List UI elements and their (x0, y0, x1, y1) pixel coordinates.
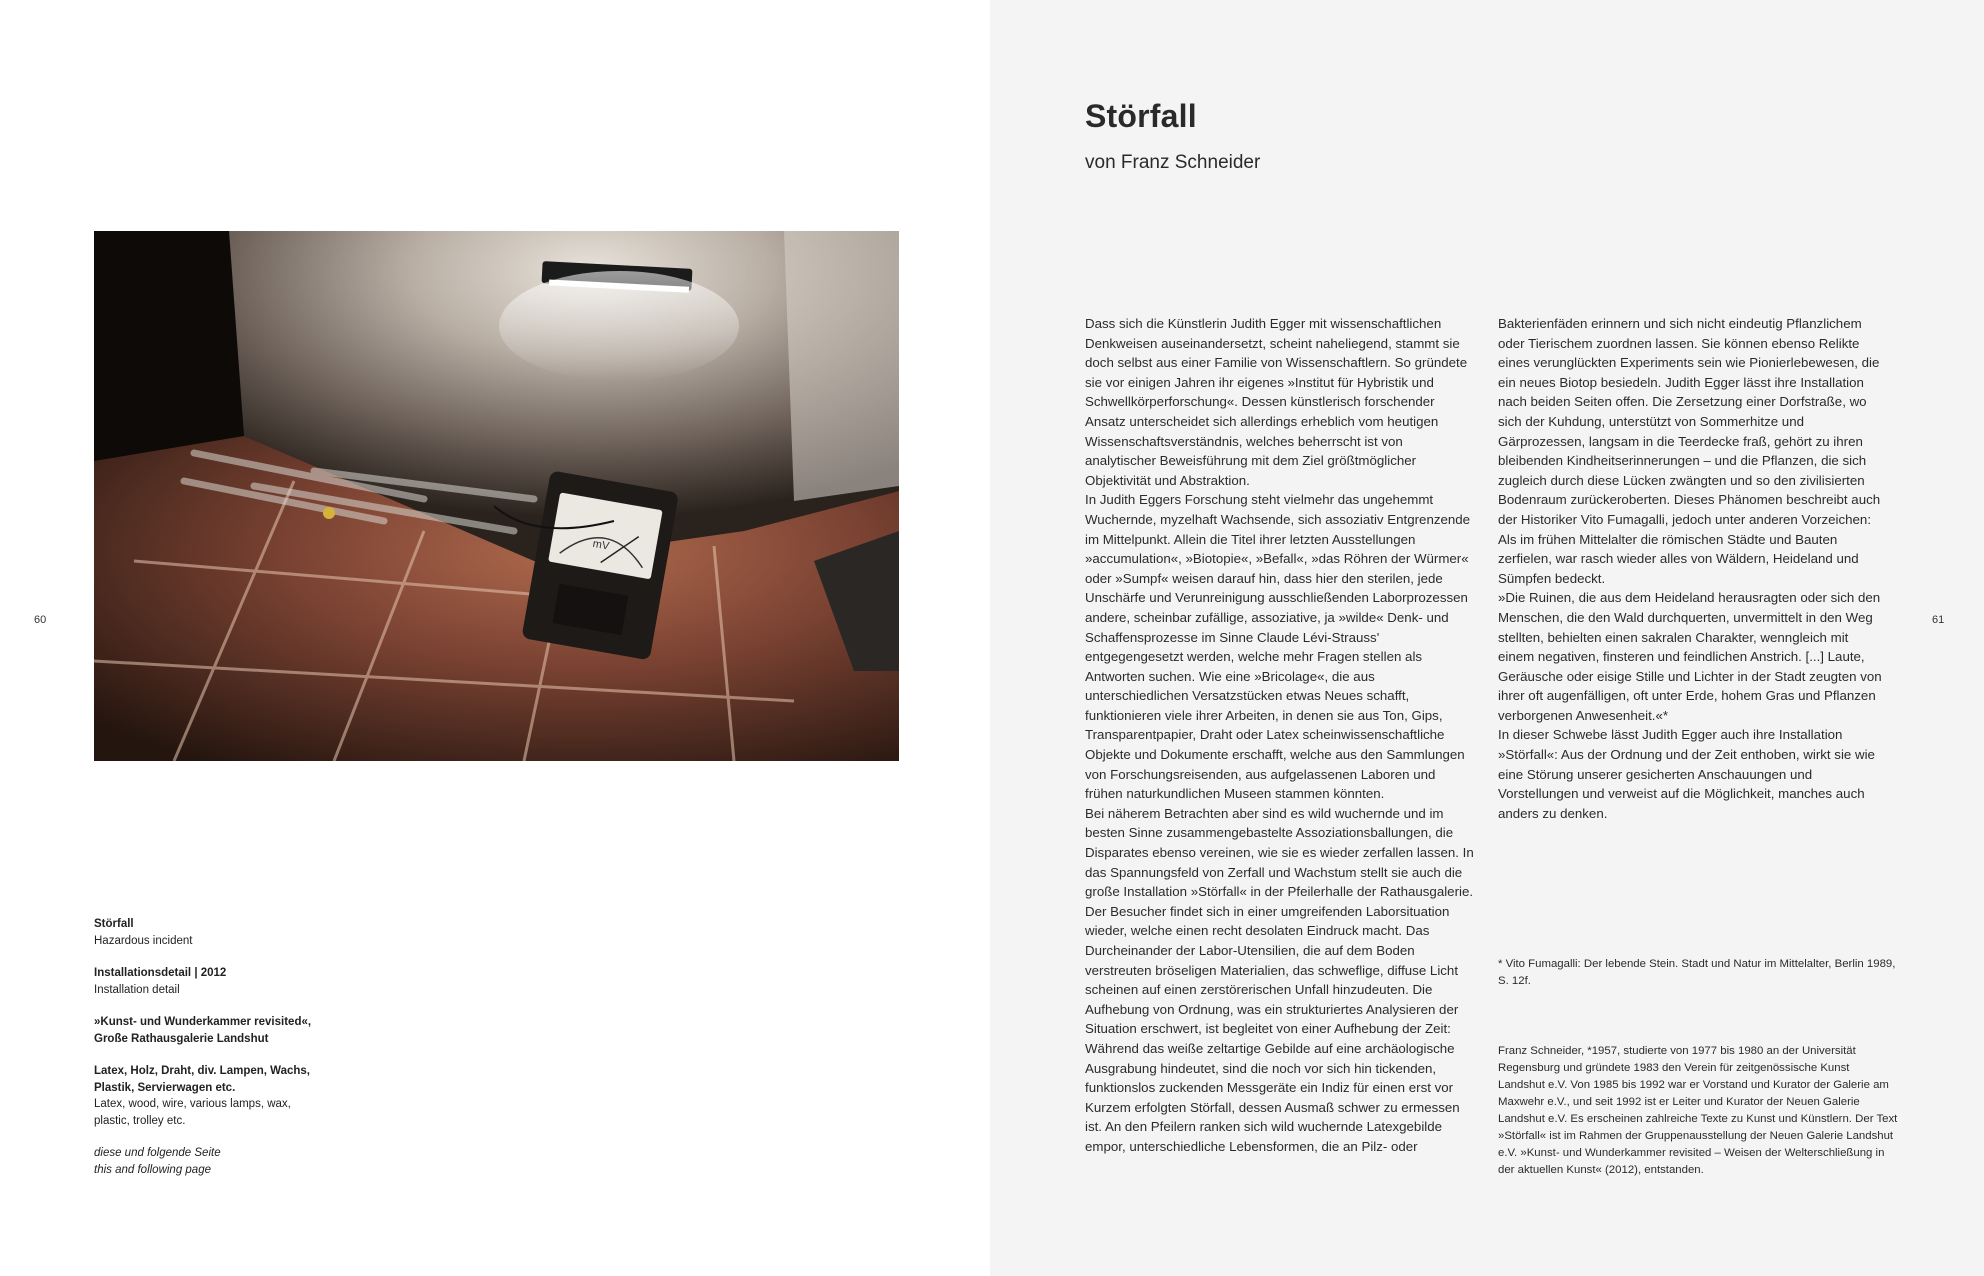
author-bio: Franz Schneider, *1957, studierte von 1977 bis 1980 an der Universität Regensburg und gründete 1983 den Verein für zeitgenössische Kunst Landshut e.V. Von 1985 bis 1992 war er Vorstand und Kurator der Galerie am Maxwehr e.V., und seit 1992 ist er Leiter und Kurator der Neuen Galerie Landshut e.V. Es erscheinen zahlreiche Texte zu Kunst und Künstlern. Der Text »Störfall« ist im Rahmen der Gruppenausstellung der Neuen Galerie Landshut e.V. »Kunst- und Wunderkammer revisited – Weisen der Welterschließung in der aktuellen Kunst« (2012), entstanden. (1498, 1045, 1898, 1176)
paragraph: Dass sich die Künstlerin Judith Egger mit wissenschaftlichen Denkweisen auseinandersetzt, scheint naheliegend, stammt sie doch selbst aus einer Familie von Wissenschaftlern. So gründete sie vor einigen Jahren ihr eigenes »Institut für Hybristik und Schwellkörperforschung«. Dessen künstlerisch forschender Ansatz unterscheidet sich allerdings erheblich vom heutigen Wissenschaftsverständnis, welches beherrscht ist von analytischer Beweisführung mit dem Ziel größtmöglicher Objektivität und Abstraktion. (1085, 316, 1468, 488)
caption-detail-en: Installation detail (94, 983, 180, 996)
caption-title: Störfall (94, 918, 134, 930)
caption-exhibition-1: »Kunst- und Wunderkammer revisited«, (94, 1016, 312, 1028)
installation-photo (94, 231, 899, 761)
svg-text:mV: mV (591, 537, 611, 553)
quote-paragraph: »Die Ruinen, die aus dem Heideland herausragten oder sich den Menschen, die den Wald durchquerten, unvermittelt in den Weg stellten, behielten einen sakralen Charakter, wenngleich mit einem negativen, finsteren und feindlichen Anstrich. [...] Laute, Geräusche oder eisige Stille und Lichter in der Stadt zeugten von ihrer oft augenfälligen, oft unter Erde, hohem Gras und Pflanzen verborgenen Anwesenheit.«* (1498, 590, 1882, 723)
left-page (0, 0, 990, 1276)
photo-scene (94, 231, 899, 761)
paragraph: In Judith Eggers Forschung steht vielmehr das ungehemmt Wuchernde, myzelhaft Wachsende, sich assoziativ Entgrenzende im Mittelpunkt. Allein die Titel ihrer letzten Ausstellungen »accumulation«, »Biotopie«, »Befall«, »das Röhren der Würmer« oder »Sumpf« weisen darauf hin, dass hier den sterilen, jede Unschärfe und Verunreinigung ausschließenden Laborprozessen andere, scheinbar zufällige, assoziative, ja »wilde« Denk- und Schaffensprozesse im Sinne Claude Lévi-Strauss' entgegengesetzt werden, welche mehr Fragen stellen als Antworten suchen. Wie eine »Bricolage«, die aus unterschiedlichen Versatzstücken etwas Neues schafft, funktionieren viele ihrer Arbeiten, in denen sie aus Ton, Gips, Transparentpapier, Draht oder Latex scheinwissenschaftliche Objekte und Dokumente erschafft, welche aus den Sammlungen von Forschungsreisenden, aus aufgelassenen Laboren und frühen naturkundlichen Museen stammen könnten. (1085, 492, 1471, 802)
paragraph: In dieser Schwebe lässt Judith Egger auch ihre Installation »Störfall«: Aus der Ordnung und der Zeit enthoben, wirkt sie wie eine Störung unserer gesicherten Anschauungen und Vorstellungen und verweist auf die Möglichkeit, manches auch anders zu denken. (1498, 727, 1875, 821)
paragraph: Der Besucher findet sich in einer umgreifenden Laborsituation wieder, welche einen recht desolaten Eindruck macht. Das Durcheinander der Labor-Utensilien, die auf dem Boden verstreuten bröseligen Materialien, das schweflige, diffuse Licht scheinen auf einen zerstörerischen Unfall hinzudeuten. Die Aufhebung von Ordnung, was ein strukturiertes Analysieren der Situation erschwert, ist begleitet von einer Aufhebung der Zeit: Während das weiße zeltartige Gebilde auf eine archäologische Ausgrabung hindeutet, sind die noch vor sich hin tickenden, funktionslos zuckenden Messgeräte ein Indiz für einen erst vor Kurzem erfolgten Störfall, dessen Ausmaß schwer zu ermessen ist. An den Pfeilern ranken sich wild wuchernde Latexgebilde empor, unterschiedliche Lebensformen, die an Pilz- oder (1085, 903, 1460, 1154)
paragraph: Bakterienfäden erinnern und sich nicht eindeutig Pflanzlichem oder Tierischem zuordnen lassen. Sie können ebenso Relikte eines verunglückten Experiments sein wie Pionierlebewesen, die ein neues Biotop besiedeln. Judith Egger lässt ihre Installation nach beiden Seiten offen. Die Zersetzung einer Dorfstraße, wo sich der Kuhdung, unterstützt von Sommerhitze und Gärprozessen, langsam in die Teerdecke fraß, gehört zu ihren bleibenden Kindheitserinnerungen – und die Pflanzen, die sich zugleich durch diese Lücken zwängten und so den zivilisierten Bodenraum zurückeroberten. Dieses Phänomen beschreibt auch der Historiker Vito Fumagalli, jedoch unter anderen Vorzeichen: Als im frühen Mittelalter die römischen Städte und Bauten zerfielen, war rasch wieder alles von Wäldern, Heideland und Sümpfen bedeckt. (1498, 316, 1881, 586)
caption-detail: Installationsdetail | 2012 (94, 967, 227, 979)
caption-materials-en-2: plastic, trolley etc. (94, 1114, 186, 1127)
caption-page-note: diese und folgende Seite (94, 1147, 221, 1159)
article-column-2 (1498, 314, 1888, 823)
page-number-right: 61 (1932, 614, 1945, 626)
article-column-1 (1085, 314, 1475, 1157)
caption-materials-2: Plastik, Servierwagen etc. (94, 1081, 236, 1094)
page-number-left: 60 (34, 614, 47, 626)
caption-page-note-en: this and following page (94, 1163, 211, 1176)
caption-materials-1: Latex, Holz, Draht, div. Lampen, Wachs, (94, 1065, 310, 1077)
caption-materials-en-1: Latex, wood, wire, various lamps, wax, (94, 1098, 291, 1110)
caption-exhibition-2: Große Rathausgalerie Landshut (94, 1032, 269, 1045)
paragraph: Bei näherem Betrachten aber sind es wild wuchernde und im besten Sinne zusammengebastelte Assoziationsballungen, die Disparates ebenso vereinen, wie sie es wieder zerfallen lassen. In das Spannungsfeld von Zerfall und Wachstum stellt sie auch die große Installation »Störfall« in der Pfeilerhalle der Rathausgalerie. (1085, 805, 1474, 900)
article-title: Störfall (1085, 98, 1197, 134)
caption-title-en: Hazardous incident (94, 934, 193, 947)
article-author: von Franz Schneider (1085, 152, 1261, 173)
photo-caption (94, 916, 334, 1178)
footnote: * Vito Fumagalli: Der lebende Stein. Stadt und Natur im Mittelalter, Berlin 1989, S. 12f. (1498, 958, 1896, 987)
